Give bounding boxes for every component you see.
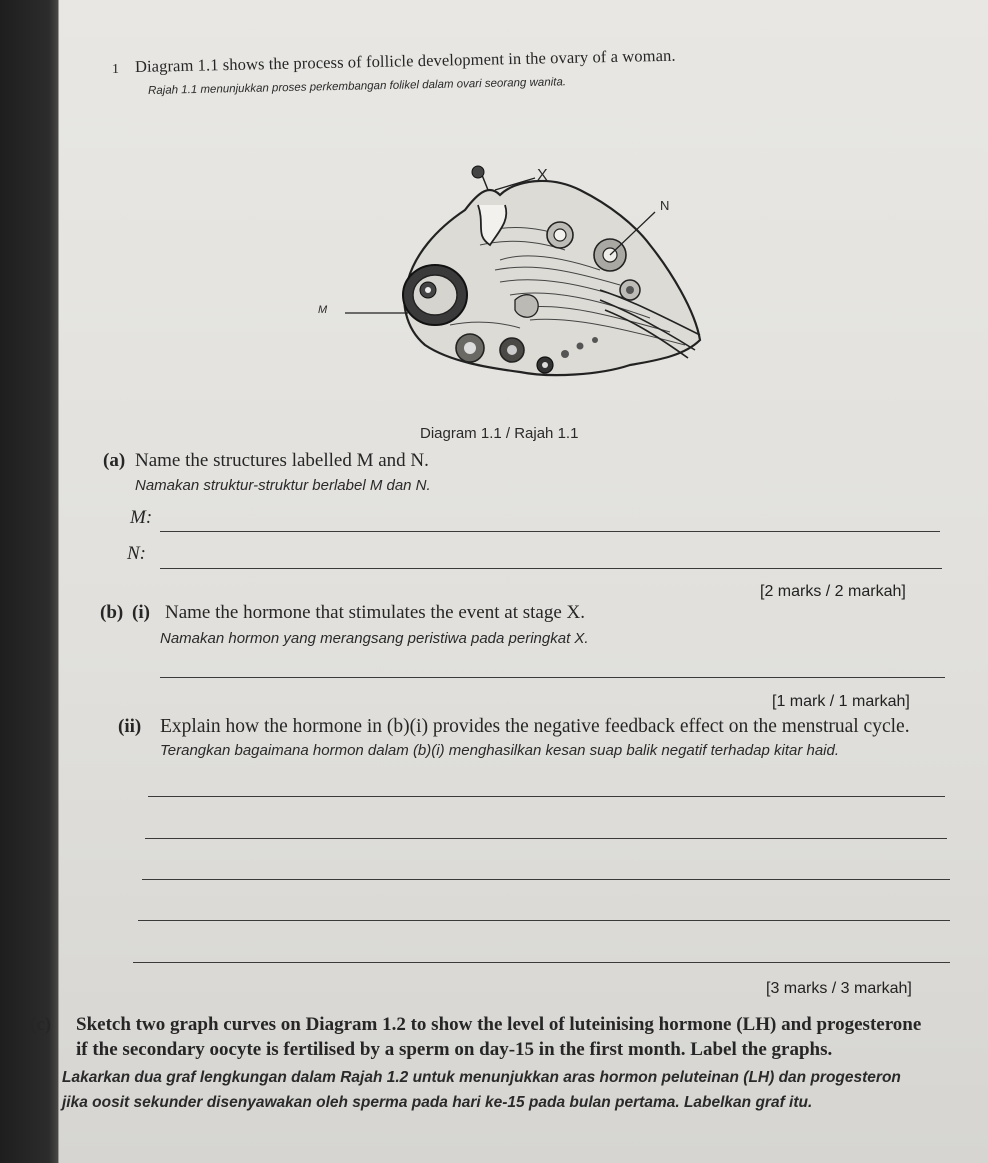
part-b-i-question-en: Name the hormone that stimulates the event at stage X. <box>165 602 585 623</box>
answer-line-m[interactable] <box>160 531 940 532</box>
question-number: 1 <box>112 62 119 77</box>
part-c-label: (c) <box>30 1014 52 1035</box>
part-b-ii-question-ms: Terangkan bagaimana hormon dalam (b)(i) menghasilkan kesan suap balik negatif terhadap kitar haid. <box>160 742 840 759</box>
answer-label-m: M: <box>130 507 153 528</box>
diagram-label-n: N <box>660 198 670 213</box>
diagram-label-x: X <box>537 167 548 184</box>
part-c-question-en-2: if the secondary oocyte is fertilised by a sperm on day-15 in the first month. Label the graphs. <box>76 1039 833 1060</box>
answer-line-b-ii-2[interactable] <box>145 838 947 839</box>
diagram-caption: Diagram 1.1 / Rajah 1.1 <box>420 425 579 442</box>
answer-line-b-ii-1[interactable] <box>148 796 945 797</box>
part-c-question-ms-1: Lakarkan dua graf lengkungan dalam Rajah 1.2 untuk menunjukkan aras hormon peluteinan (LH) dan progesteron <box>62 1069 901 1086</box>
part-b-i-marks: [1 mark / 1 markah] <box>772 693 910 710</box>
intro-english: Diagram 1.1 shows the process of follicle development in the ovary of a woman. <box>134 45 676 76</box>
answer-line-b-ii-5[interactable] <box>133 962 950 963</box>
answer-label-n: N: <box>127 543 146 564</box>
answer-line-b-ii-4[interactable] <box>138 920 950 921</box>
part-b-label: (b) <box>100 602 124 623</box>
part-b-i-question-ms: Namakan hormon yang merangsang peristiwa pada peringkat X. <box>160 630 589 647</box>
answer-line-n[interactable] <box>160 568 942 569</box>
part-c-question-en-1: Sketch two graph curves on Diagram 1.2 to show the level of luteinising hormone (LH) and progesterone <box>76 1014 922 1035</box>
answer-line-b-ii-3[interactable] <box>142 879 950 880</box>
part-b-ii-question-en: Explain how the hormone in (b)(i) provides the negative feedback effect on the menstrual cycle. <box>160 716 910 737</box>
ovary-diagram <box>300 150 720 390</box>
part-b-i-label: (i) <box>132 602 150 623</box>
part-a-marks: [2 marks / 2 markah] <box>760 583 906 600</box>
graafian-follicle <box>403 265 467 325</box>
intro-malay: Rajah 1.1 menunjukkan proses perkembangan folikel dalam ovari seorang wanita. <box>147 76 567 97</box>
answer-line-b-i[interactable] <box>160 677 945 678</box>
diagram-label-m: M <box>318 304 328 316</box>
part-b-ii-marks: [3 marks / 3 markah] <box>766 980 912 997</box>
part-b-ii-label: (ii) <box>118 716 142 737</box>
follicle-primordial <box>547 222 573 248</box>
part-a-label: (a) <box>103 450 126 471</box>
part-c-question-ms-2: jika oosit sekunder disenyawakan oleh sperma pada hari ke-15 pada bulan pertama. Labelkan graf itu. <box>62 1094 813 1111</box>
part-a-question-en: Name the structures labelled M and N. <box>135 450 429 471</box>
part-a-question-ms: Namakan struktur-struktur berlabel M dan N. <box>135 477 431 494</box>
